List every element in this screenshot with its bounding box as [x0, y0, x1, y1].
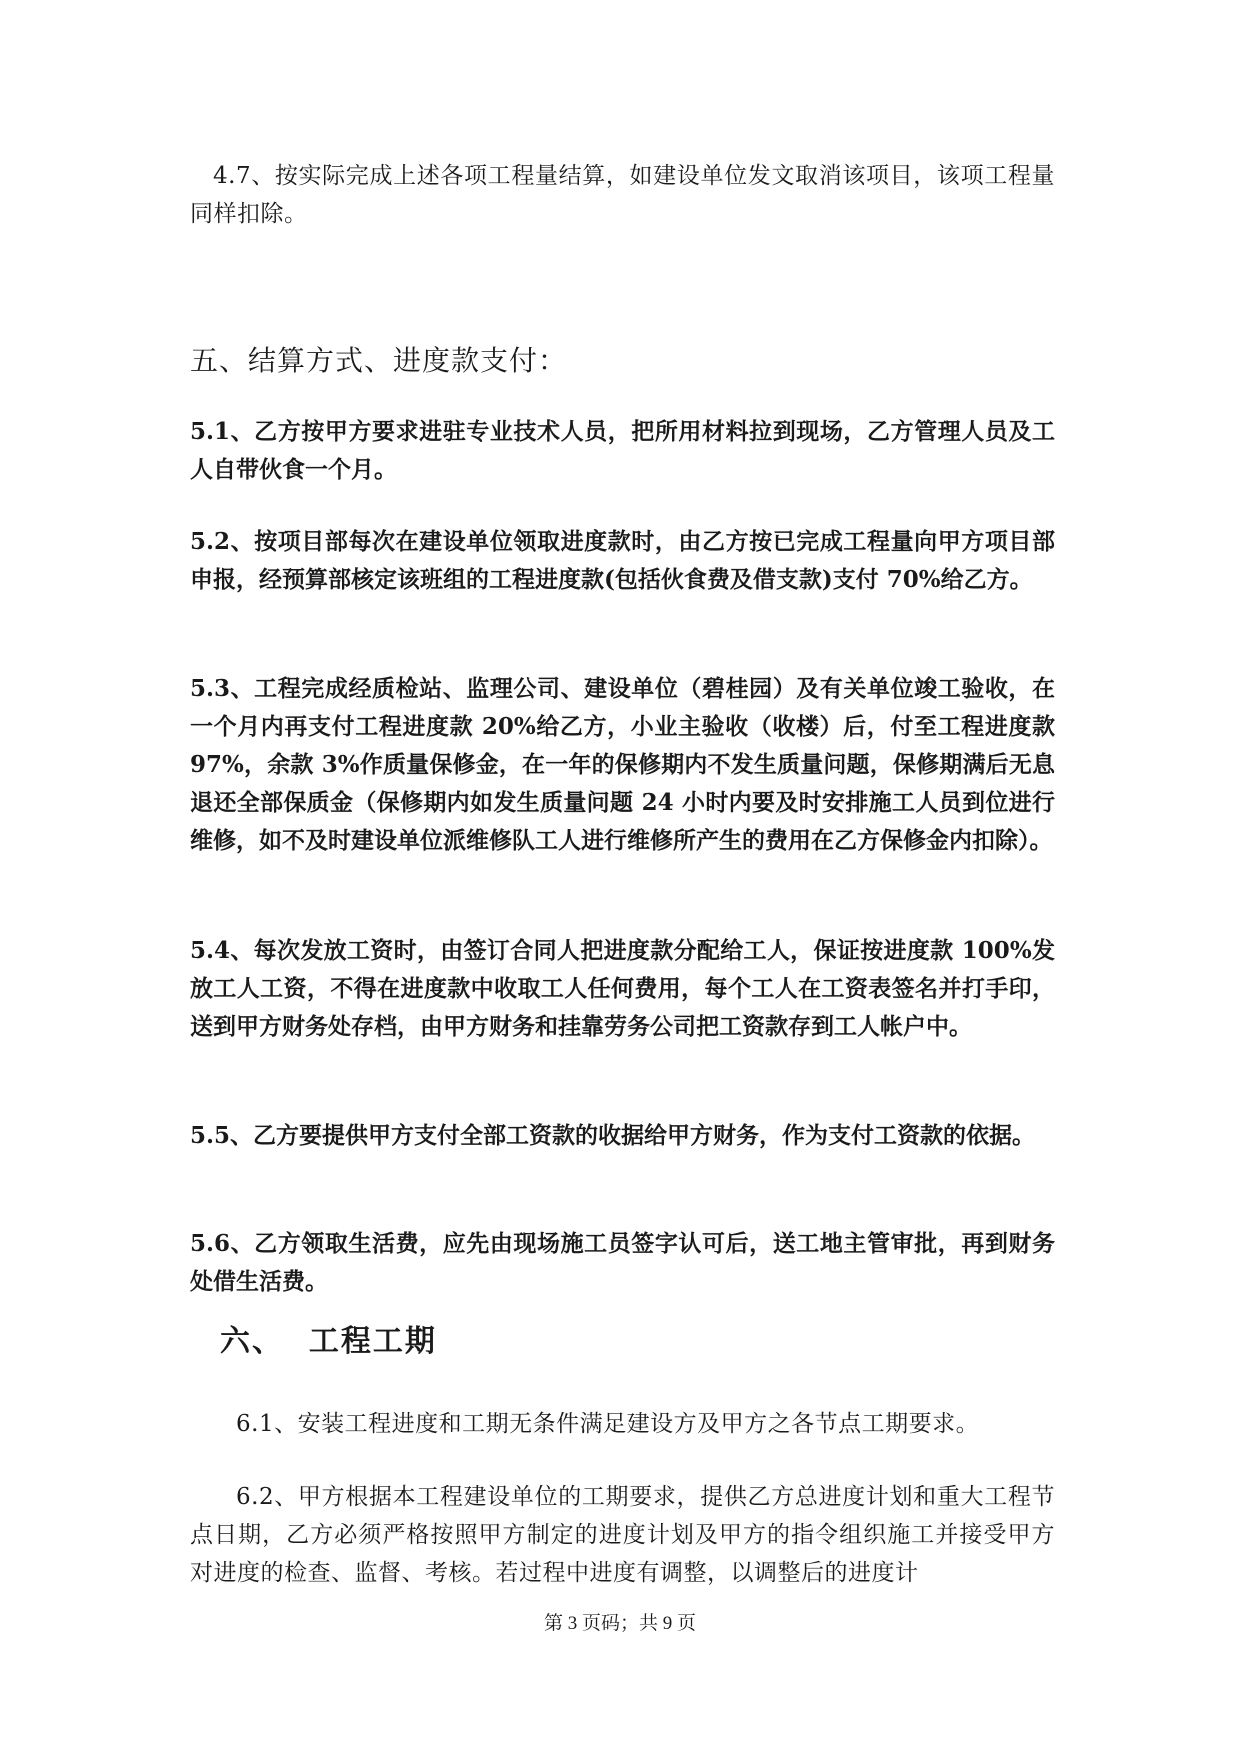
paragraph-5-4: 5.4、每次发放工资时，由签订合同人把进度款分配给工人，保证按进度款 100%发放工人工资，不得在进度款中收取工人任何费用，每个工人在工资表签名并打手印，送到甲方财务处存档，由甲方财务和挂靠劳务公司把工资款存到工人帐户中。 — [190, 937, 1055, 1040]
paragraph-5-5: 5.5、乙方要提供甲方支付全部工资款的收据给甲方财务，作为支付工资款的依据。 — [190, 1122, 1036, 1149]
page-footer: 第 3 页码；共 9 页 — [543, 1613, 696, 1634]
section-5-heading: 五、结算方式、进度款支付： — [190, 344, 568, 377]
paragraph-5-2: 5.2、按项目部每次在建设单位领取进度款时，由乙方按已完成工程量向甲方项目部申报，经预算部核定该班组的工程进度款(包括伙食费及借支款)支付 70%给乙方。 — [190, 528, 1055, 593]
paragraph-6-1: 6.1、安装工程进度和工期无条件满足建设方及甲方之各节点工期要求。 — [236, 1411, 980, 1437]
paragraph-5-1: 5.1、乙方按甲方要求进驻专业技术人员，把所用材料拉到现场，乙方管理人员及工人自带伙食一个月。 — [190, 418, 1055, 483]
section-6-heading: 六、 工程工期 — [220, 1324, 437, 1359]
paragraph-4-7: 4.7、按实际完成上述各项工程量结算，如建设单位发文取消该项目，该项工程量同样扣除。 — [190, 163, 1055, 227]
paragraph-6-2: 6.2、甲方根据本工程建设单位的工期要求，提供乙方总进度计划和重大工程节点日期，乙方必须严格按照甲方制定的进度计划及甲方的指令组织施工并接受甲方对进度的检查、监督、考核。若过程中进度有调整，以调整后的进度计 — [190, 1484, 1055, 1586]
paragraph-5-6: 5.6、乙方领取生活费，应先由现场施工员签字认可后，送工地主管审批，再到财务处借生活费。 — [190, 1230, 1055, 1295]
paragraph-5-3: 5.3、工程完成经质检站、监理公司、建设单位（碧桂园）及有关单位竣工验收，在一个月内再支付工程进度款 20%给乙方，小业主验收（收楼）后，付至工程进度款 97%，余款 3%作质量保修金，在一年的保修期内不发生质量问题，保修期满后无息退还全部保质金（保修期内如发生质量问题 24 小时内要及时安排施工人员到位进行维修，如不及时建设单位派维修队工人进行维修所产生的费用在乙方保修金内扣除）。 — [190, 675, 1055, 854]
